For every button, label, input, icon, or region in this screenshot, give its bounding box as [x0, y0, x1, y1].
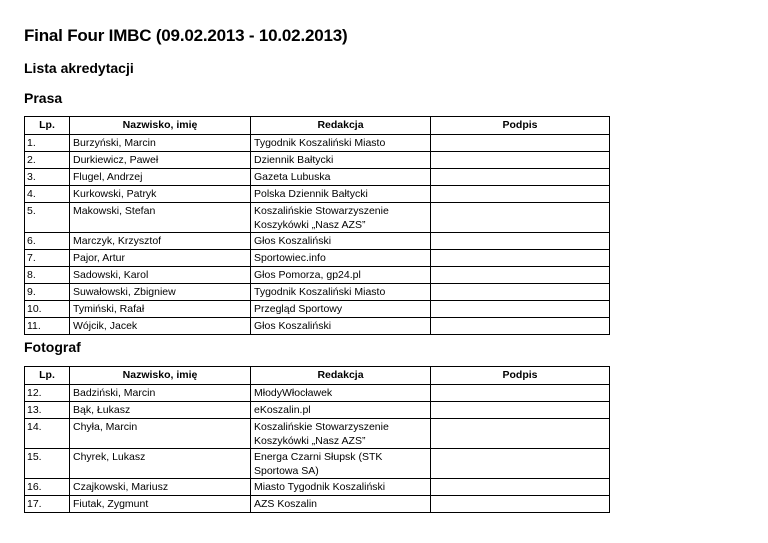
- table-row: [25, 267, 610, 284]
- page-subtitle: Lista akredytacji: [24, 60, 134, 76]
- cell-name: Wójcik, Jacek: [70, 318, 251, 335]
- cell-lp: 13.: [25, 402, 70, 419]
- cell-redakcja: Energa Czarni Słupsk (STK Sportowa SA): [251, 449, 431, 479]
- cell-name: Durkiewicz, Paweł: [70, 152, 251, 169]
- page-title: Final Four IMBC (09.02.2013 - 10.02.2013): [24, 26, 348, 45]
- table-row: [25, 318, 610, 335]
- column-header-redakcja: Redakcja: [251, 117, 431, 135]
- cell-podpis: [431, 385, 610, 402]
- table-row: [25, 419, 610, 449]
- cell-podpis: [431, 496, 610, 513]
- cell-redakcja: Dziennik Bałtycki: [251, 152, 431, 169]
- cell-name: Pajor, Artur: [70, 250, 251, 267]
- cell-lp: 9.: [25, 284, 70, 301]
- cell-podpis: [431, 284, 610, 301]
- cell-lp: 4.: [25, 186, 70, 203]
- cell-name: Fiutak, Zygmunt: [70, 496, 251, 513]
- cell-lp: 15.: [25, 449, 70, 479]
- cell-redakcja: Tygodnik Koszaliński Miasto: [251, 284, 431, 301]
- table-row: [25, 186, 610, 203]
- cell-redakcja: Tygodnik Koszaliński Miasto: [251, 135, 431, 152]
- table-row: [25, 203, 610, 233]
- table-row: [25, 479, 610, 496]
- table-row: [25, 250, 610, 267]
- cell-podpis: [431, 479, 610, 496]
- table-row: [25, 402, 610, 419]
- table-body: [25, 135, 610, 335]
- column-header-lp: Lp.: [25, 117, 70, 135]
- cell-lp: 1.: [25, 135, 70, 152]
- cell-lp: 5.: [25, 203, 70, 233]
- cell-lp: 8.: [25, 267, 70, 284]
- cell-podpis: [431, 419, 610, 449]
- cell-redakcja: Przegląd Sportowy: [251, 301, 431, 318]
- section-heading-fotograf: Fotograf: [24, 339, 81, 355]
- cell-podpis: [431, 169, 610, 186]
- cell-redakcja: Sportowiec.info: [251, 250, 431, 267]
- column-header-name: Nazwisko, imię: [70, 117, 251, 135]
- table-header-row: [25, 367, 610, 385]
- cell-name: Chyła, Marcin: [70, 419, 251, 449]
- cell-podpis: [431, 250, 610, 267]
- column-header-name: Nazwisko, imię: [70, 367, 251, 385]
- cell-name: Makowski, Stefan: [70, 203, 251, 233]
- accreditation-table-prasa: [24, 116, 610, 335]
- cell-podpis: [431, 449, 610, 479]
- cell-name: Sadowski, Karol: [70, 267, 251, 284]
- cell-podpis: [431, 318, 610, 335]
- cell-redakcja: Gazeta Lubuska: [251, 169, 431, 186]
- table-row: [25, 385, 610, 402]
- column-header-podpis: Podpis: [431, 117, 610, 135]
- cell-lp: 3.: [25, 169, 70, 186]
- cell-podpis: [431, 203, 610, 233]
- table-body: [25, 385, 610, 513]
- cell-podpis: [431, 152, 610, 169]
- cell-redakcja: Koszalińskie Stowarzyszenie Koszykówki „Nasz AZS”: [251, 203, 431, 233]
- table-row: [25, 284, 610, 301]
- table-row: [25, 135, 610, 152]
- table-header-row: [25, 117, 610, 135]
- cell-redakcja: AZS Koszalin: [251, 496, 431, 513]
- cell-lp: 6.: [25, 233, 70, 250]
- table-row: [25, 169, 610, 186]
- cell-podpis: [431, 301, 610, 318]
- cell-name: Marczyk, Krzysztof: [70, 233, 251, 250]
- cell-lp: 11.: [25, 318, 70, 335]
- column-header-redakcja: Redakcja: [251, 367, 431, 385]
- table-row: [25, 233, 610, 250]
- table-row: [25, 449, 610, 479]
- cell-lp: 14.: [25, 419, 70, 449]
- cell-lp: 7.: [25, 250, 70, 267]
- cell-name: Kurkowski, Patryk: [70, 186, 251, 203]
- cell-name: Flugel, Andrzej: [70, 169, 251, 186]
- table-row: [25, 496, 610, 513]
- column-header-podpis: Podpis: [431, 367, 610, 385]
- cell-lp: 2.: [25, 152, 70, 169]
- table-row: [25, 301, 610, 318]
- cell-lp: 12.: [25, 385, 70, 402]
- cell-redakcja: MłodyWłocławek: [251, 385, 431, 402]
- table-row: [25, 152, 610, 169]
- cell-redakcja: Głos Koszaliński: [251, 318, 431, 335]
- cell-podpis: [431, 402, 610, 419]
- cell-podpis: [431, 267, 610, 284]
- cell-podpis: [431, 135, 610, 152]
- cell-lp: 16.: [25, 479, 70, 496]
- cell-lp: 17.: [25, 496, 70, 513]
- section-heading-prasa: Prasa: [24, 90, 63, 106]
- cell-redakcja: eKoszalin.pl: [251, 402, 431, 419]
- cell-name: Badziński, Marcin: [70, 385, 251, 402]
- cell-name: Suwałowski, Zbigniew: [70, 284, 251, 301]
- cell-redakcja: Miasto Tygodnik Koszaliński: [251, 479, 431, 496]
- cell-name: Czajkowski, Mariusz: [70, 479, 251, 496]
- cell-name: Bąk, Łukasz: [70, 402, 251, 419]
- cell-lp: 10.: [25, 301, 70, 318]
- column-header-lp: Lp.: [25, 367, 70, 385]
- accreditation-table-fotograf: [24, 366, 610, 513]
- cell-name: Chyrek, Lukasz: [70, 449, 251, 479]
- cell-redakcja: Polska Dziennik Bałtycki: [251, 186, 431, 203]
- cell-redakcja: Koszalińskie Stowarzyszenie Koszykówki „Nasz AZS”: [251, 419, 431, 449]
- cell-redakcja: Głos Koszaliński: [251, 233, 431, 250]
- cell-name: Burzyński, Marcin: [70, 135, 251, 152]
- cell-podpis: [431, 233, 610, 250]
- cell-name: Tymiński, Rafał: [70, 301, 251, 318]
- cell-podpis: [431, 186, 610, 203]
- cell-redakcja: Głos Pomorza, gp24.pl: [251, 267, 431, 284]
